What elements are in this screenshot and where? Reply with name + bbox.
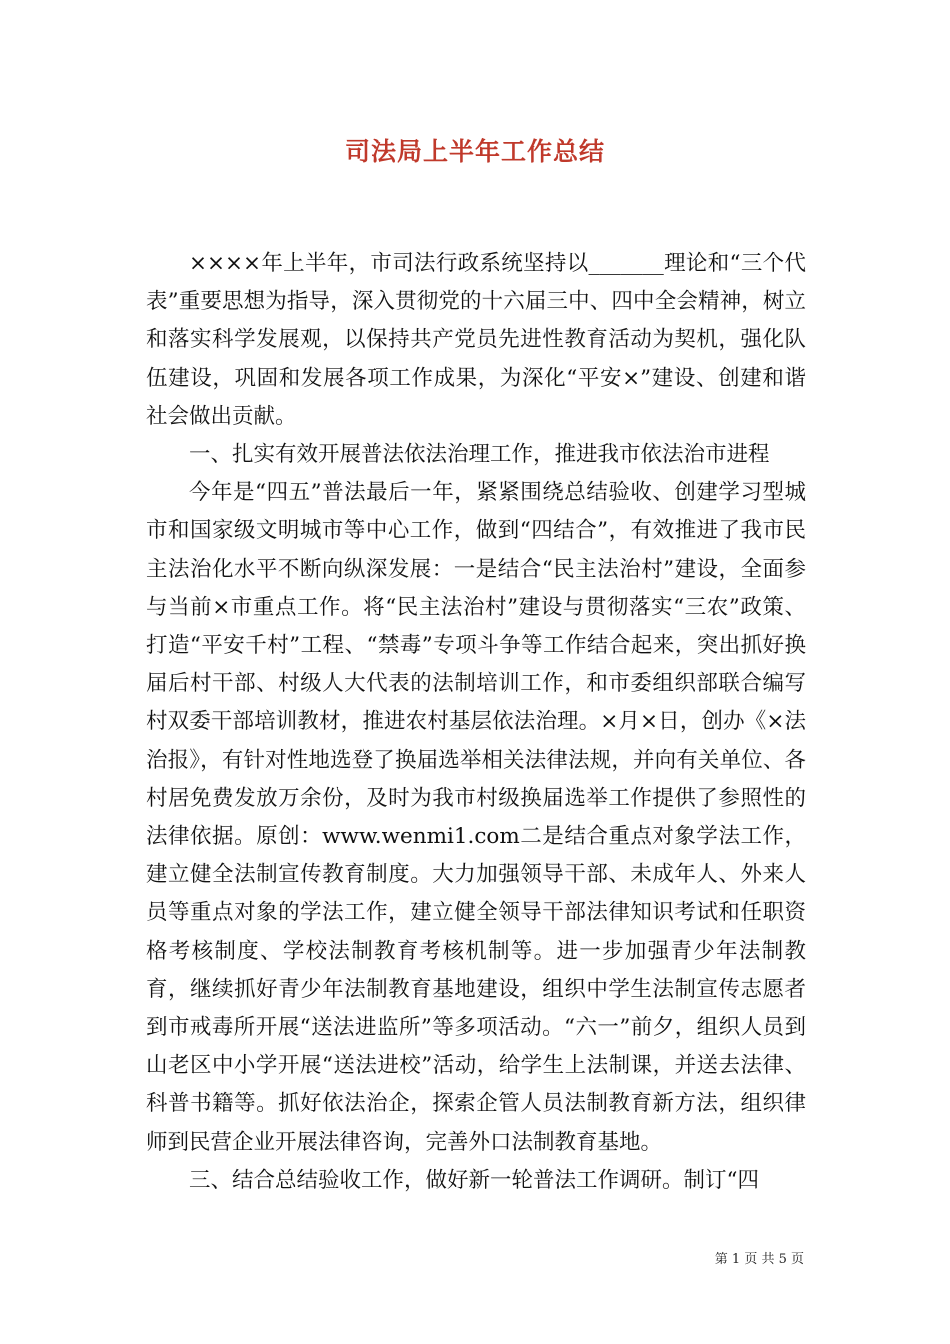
paragraph-section-heading: 一、扎实有效开展普法依法治理工作，推进我市依法治市进程 <box>189 442 770 468</box>
paragraph-main: 今年是“四五”普法最后一年，紧紧围绕总结验收、创建学习型城市和国家级文明城市等中心工作，做到“四结合”，有效推进了我市民主法治化水平不断向纵深发展：一是结合“民主法治村”建设，全面参与当前×市重点工作。将“民主法治村”建设与贯彻落实“三农”政策、打造“平安千村”工程、“禁毒”专项斗争等工作结合起来，突出抓好换届后村干部、村级人大代表的法制培训工作，和市委组织部联合编写村双委干部培训教材，推进农村基层依法治理。×月×日，创办《×法治报》，有针对性地选登了换届选举相关法律法规，并向有关单位、各村居免费发放万余份，及时为我市村级换届选举工作提供了参照性的法律依据。原创：www.wenmi1.com二是结合重点对象学法工作，建立健全法制宣传教育制度。大力加强领导干部、未成年人、外来人员等重点对象的学法工作，建立健全领导干部法律知识考试和任职资格考核制度、学校法制教育考核机制等。进一步加强青少年法制教育，继续抓好青少年法制教育基地建设，组织中学生法制宣传志愿者到市戒毒所开展“送法进监所”等多项活动。“六一”前夕，组织人员到山老区中小学开展“送法进校”活动，给学生上法制课，并送去法律、科普书籍等。抓好依法治企，探索企管人员法制教育新方法，组织律师到民营企业开展法律咨询，完善外口法制教育基地。 <box>146 480 806 1155</box>
document-body <box>146 245 806 1200</box>
paragraph-intro: ××××年上半年，市司法行政系统坚持以_______理论和“三个代表”重要思想为指导，深入贯彻党的十六届三中、四中全会精神，树立和落实科学发展观，以保持共产党员先进性教育活动为契机，强化队伍建设，巩固和发展各项工作成果，为深化“平安×”建设、创建和谐社会做出贡献。 <box>146 251 806 429</box>
document-title: 司法局上半年工作总结 <box>344 137 605 166</box>
page-number: 第 1 页 共 5 页 <box>714 1252 804 1267</box>
paragraph-section-three: 三、结合总结验收工作，做好新一轮普法工作调研。制订“四 <box>189 1167 759 1193</box>
